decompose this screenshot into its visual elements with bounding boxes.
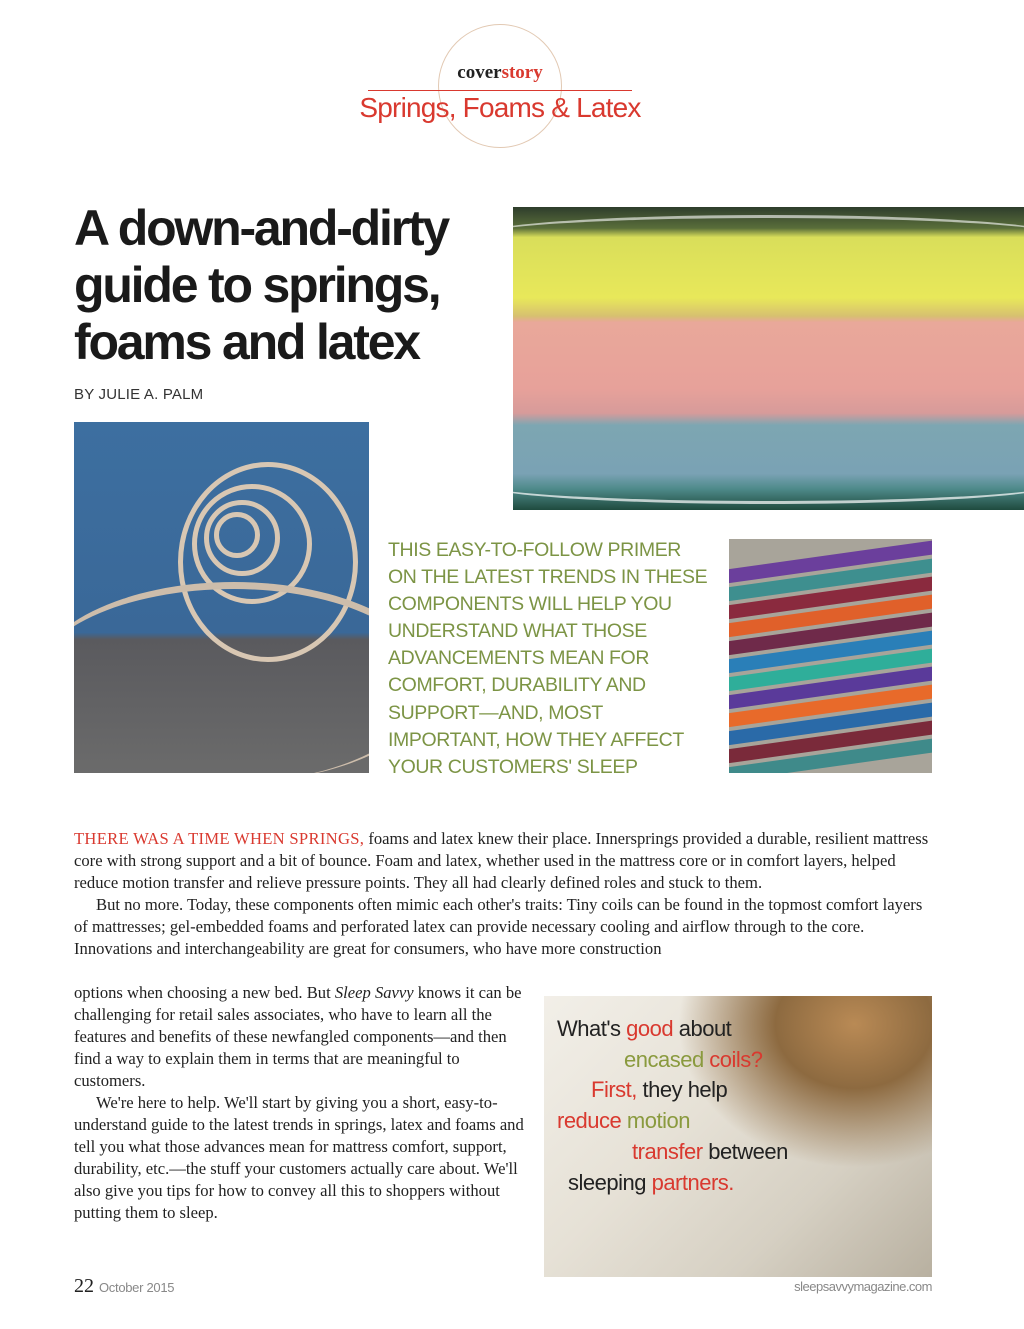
stacked-foam-slabs-photo — [729, 539, 932, 773]
kicker-cover: cover — [457, 62, 502, 83]
body-text-column — [74, 982, 530, 1224]
article-deck: THIS EASY-TO-FOLLOW PRIMER ON THE LATEST TRENDS IN THESE COMPONENTS WILL HELP YOU UNDERSTAND WHAT THOSE ADVANCEMENTS MEAN FOR COMFORT, DURABILITY AND SUPPORT—AND, MOST IMPORTANT, HOW THEY AFFECT YOUR CUSTOMERS' SLEEP — [388, 539, 708, 778]
byline: BY JULIE A. PALM — [74, 386, 204, 403]
layered-foam-photo — [513, 207, 1024, 510]
header-circle-ornament — [438, 24, 562, 148]
header-rule — [368, 90, 632, 91]
lead-in: THERE WAS A TIME WHEN SPRINGS, — [74, 829, 365, 848]
issue-date: October 2015 — [99, 1280, 175, 1295]
pull-quote-line-5: transfer between — [632, 1139, 788, 1164]
pull-quote-line-2: encased coils? — [624, 1047, 763, 1072]
page-number: 22 — [74, 1275, 94, 1297]
paragraph-2-continued: options when choosing a new bed. But Sleep Savvy knows it can be challenging for retail sales associates, who have to learn all the features and benefits of these newfangled components—and then find a way to explain them in terms that are meaningful to customers. — [74, 983, 522, 1090]
paragraph-2: But no more. Today, these components often mimic each other's traits: Tiny coils can be found in the topmost comfort layers of mattresses; gel-embedded foams and perforated latex can provide necessary cooling and airflow through to the core. Innovations and interchangeability are great for consumers, who have more construction — [74, 895, 923, 958]
pull-quote-line-3: First, they help — [591, 1077, 728, 1102]
website-url: sleepsavvymagazine.com — [794, 1279, 932, 1294]
pull-quote-line-4: reduce motion — [557, 1108, 690, 1133]
article-title: A down-and-dirty guide to springs, foams and latex — [74, 200, 449, 370]
section-kicker — [400, 62, 600, 84]
magazine-name: Sleep Savvy — [334, 983, 414, 1002]
paragraph-1: THERE WAS A TIME WHEN SPRINGS, foams and latex knew their place. Innersprings provided a durable, resilient mattress core with strong support and a bit of bounce. Foam and latex, whether used in the mattress core or in comfort layers, helped reduce motion transfer and relieve pressure points. They all had clearly defined roles and stuck to them. — [74, 829, 929, 892]
kicker-story: story — [501, 62, 543, 83]
coil-spring-photo — [74, 422, 369, 773]
encased-coils-photo — [544, 996, 932, 1277]
paragraph-3: We're here to help. We'll start by giving you a short, easy-to-understand guide to the latest trends in springs, latex and foams and tell you what those advances mean for mattress comfort, support, durability, etc.—the stuff your customers actually care about. We'll also give you tips for how to convey all this to shoppers without putting them to sleep. — [74, 1093, 524, 1222]
body-text-wide — [74, 828, 934, 960]
pull-quote-line-1: What's good about — [557, 1016, 732, 1041]
section-title: Springs, Foams & Latex — [359, 92, 641, 123]
pull-quote-line-6: sleeping partners. — [568, 1170, 734, 1195]
